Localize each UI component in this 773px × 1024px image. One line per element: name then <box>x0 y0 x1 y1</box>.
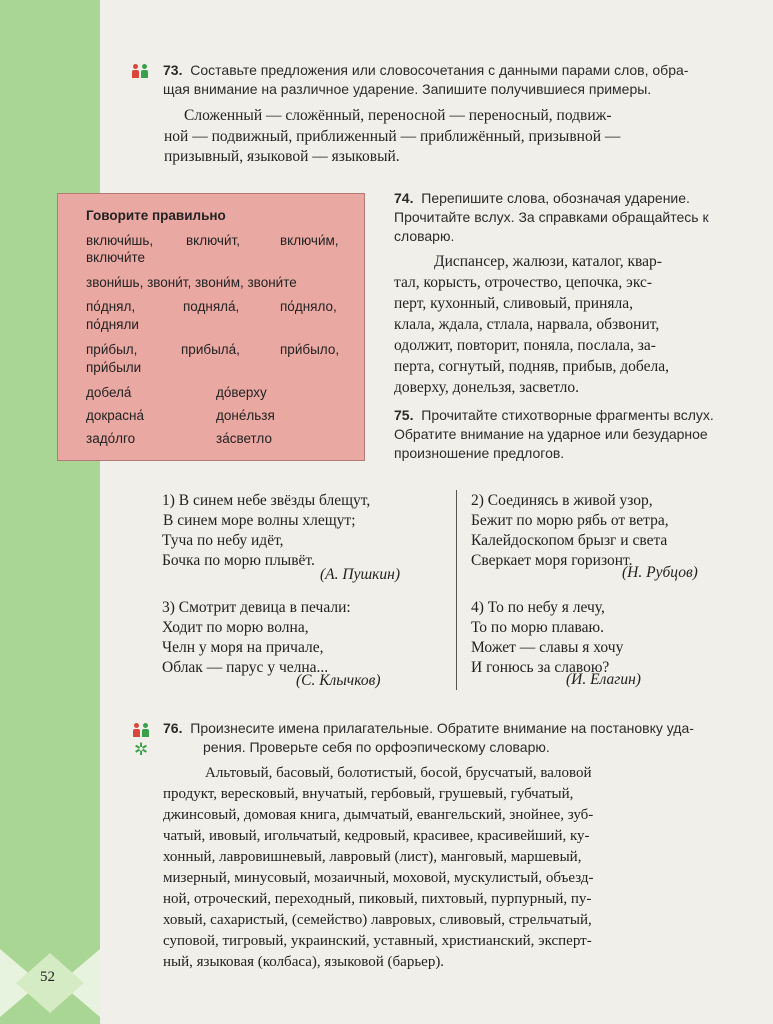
poem-1-author: (А. Пушкин) <box>320 566 401 583</box>
rule-word: включи́т, <box>186 233 240 248</box>
task-74-words: Диспансер, жалюзи, каталог, квар- тал, корысть, отрочество, цепочка, экс- перт, кухонный, сливовый, приняла, клала, ждала, стлала, нарвала, обзвонит, одолжит, повторит, поняла, послала, за- перта, согнутый, подняв, прибыв, добела, доверху, донельзя, засветло. <box>394 253 669 396</box>
rule-word: включи́м, <box>280 233 339 248</box>
rule-word: за́светло <box>216 431 272 446</box>
task-74-prompt: 74. Перепишите слова, обозначая ударение. Прочитайте вслух. За справками обращайтесь к словарю. <box>394 190 709 244</box>
pair-work-icon <box>131 62 151 78</box>
rule-word: при́был, <box>86 342 138 357</box>
rule-box-title: Говорите правильно <box>86 208 226 223</box>
poem-4: 4) То по небу я лечу, То по морю плаваю. Может — славы я хочу И гонюсь за славою? <box>471 599 624 676</box>
star-icon: ✲ <box>134 740 149 760</box>
pair-work-icon <box>132 721 152 737</box>
poem-2-author: (Н. Рубцов) <box>622 564 698 581</box>
rule-word: доне́льзя <box>216 408 275 423</box>
page-margin-strip <box>0 0 100 1024</box>
task-75-prompt: 75. Прочитайте стихотворные фрагменты вслух. Обратите внимание на ударное или безударное произношение предлогов. <box>394 407 714 461</box>
rule-word: докрасна́ <box>86 408 145 423</box>
poem-4-author: (И. Елагин) <box>566 671 641 688</box>
task-73-number: 73. <box>163 62 183 78</box>
poem-3: 3) Смотрит девица в печали: Ходит по морю волна, Челн у моря на причале, Облак — парус у челна... <box>162 599 351 676</box>
rule-word: включи́те <box>86 250 146 265</box>
task-76-number: 76. <box>163 720 183 736</box>
rule-word: задо́лго <box>86 431 136 446</box>
poem-1: 1) В синем небе звёзды блещут, В синем море волны хлещут; Туча по небу идёт, Бочка по морю плывёт. <box>162 492 371 569</box>
task-75-number: 75. <box>394 407 414 423</box>
page-number: 52 <box>40 969 55 985</box>
task-76-prompt: 76. Произнесите имена прилагательные. Обратите внимание на постановку уда- рения. Проверьте себя по орфоэпическому словарю. <box>163 720 694 755</box>
task-76-words: Альтовый, басовый, болотистый, босой, брусчатый, валовой продукт, вересковый, внучатый, гербовый, грушевый, губчатый, джинсовый, домовая книга, дымчатый, евангельский, знойнее, зуб- чатый, ивовый, игольчатый, кедровый, красивее, красивейший, ку- хонный, лавровишневый, лавровый (лист), манговый, маршевый, мизерный, минусовый, мозаичный, моховой, мускулистый, объезд- ной, отроческий, переходный, пиковый, пихтовый, пурпурный, пу- ховый, сахаристый, (семейство) лавровых, сливовый, стрельчатый, суповой, тигровый, украинский, уставный, христианский, эксперт- ный, языковая (колбаса), языковой (барьер). <box>163 765 594 970</box>
rule-word: по́дняли <box>86 317 139 332</box>
rule-word: при́было, <box>280 342 340 357</box>
rule-word: при́были <box>86 360 142 375</box>
task-74-number: 74. <box>394 190 414 206</box>
rule-word: по́днял, <box>86 299 136 314</box>
task-73-words: Сложенный — сложённый, переносной — переносный, подвиж- ной — подвижный, приближенный — приближённый, призывной — призывный, языковой — языковый. <box>164 107 621 165</box>
rule-box <box>57 193 365 461</box>
rule-word: до́верху <box>216 385 267 400</box>
poem-3-author: (С. Клычков) <box>296 672 381 689</box>
rule-word: звони́шь, звони́т, звони́м, звони́те <box>86 275 297 290</box>
rule-word: по́дняло, <box>280 299 337 314</box>
rule-word: добела́ <box>86 385 132 400</box>
rule-word: прибыла́, <box>181 342 240 357</box>
rule-word: подняла́, <box>183 299 240 314</box>
poem-divider <box>456 490 457 690</box>
rule-word: включи́шь, <box>86 233 154 248</box>
poem-2: 2) Соединясь в живой узор, Бежит по морю рябь от ветра, Калейдоскопом брызг и света Сверкает моря горизонт. <box>471 492 669 569</box>
task-73-prompt: 73. Составьте предложения или словосочетания с данными парами слов, обра- щая внимание на различное ударение. Запишите получившиеся примеры. <box>163 62 689 97</box>
